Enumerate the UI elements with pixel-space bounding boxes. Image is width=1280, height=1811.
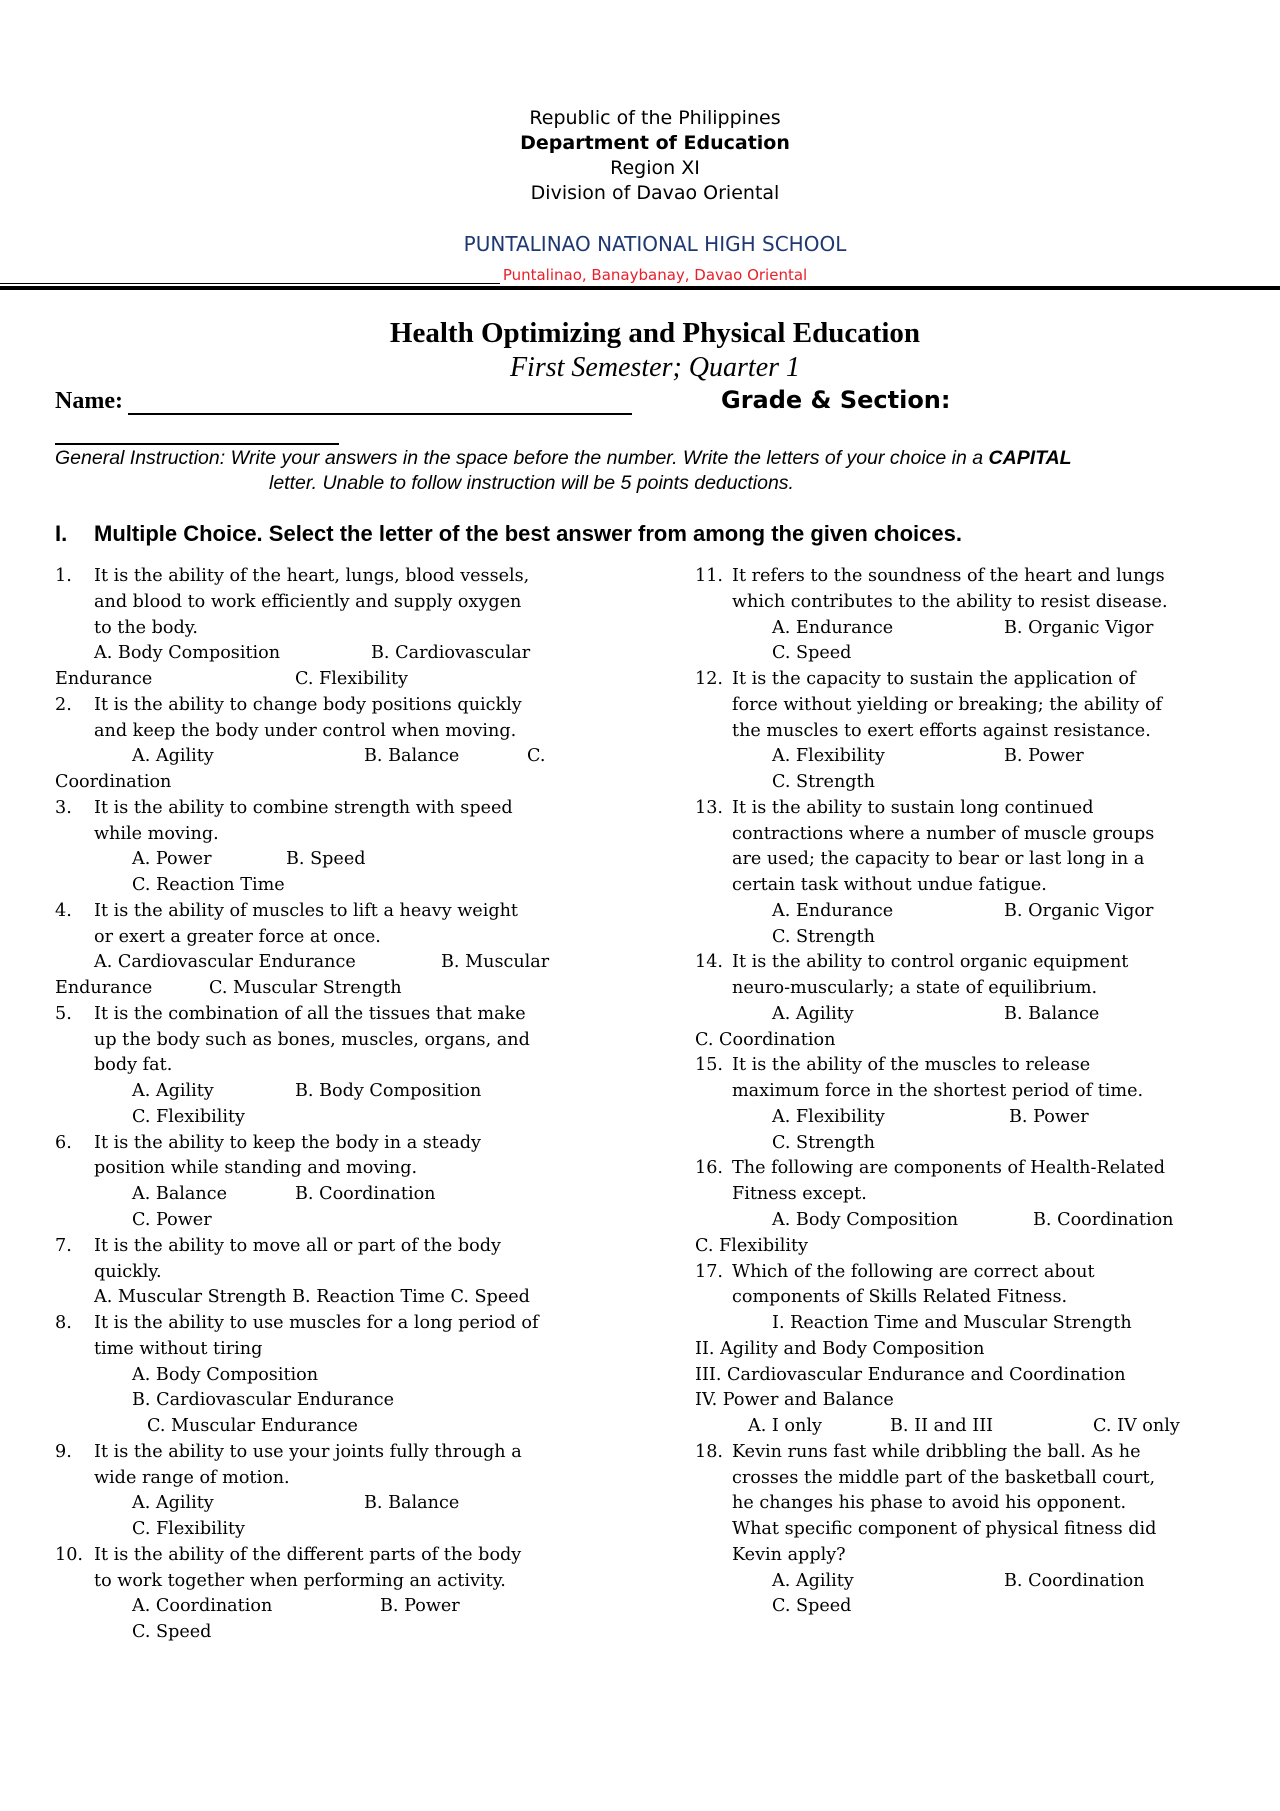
question-text: the muscles to exert efforts against resistance.: [732, 720, 1151, 741]
answer-choice: A. Balance: [132, 1184, 228, 1205]
answer-choice: III. Cardiovascular Endurance and Coordination: [695, 1364, 1126, 1385]
question-number: 2.: [55, 694, 72, 715]
question-text: It is the ability of the heart, lungs, blood vessels,: [94, 566, 530, 586]
question-text: It is the ability of the muscles to release: [732, 1055, 1091, 1076]
question-number: 16.: [695, 1158, 723, 1179]
grade-section-label: Grade & Section:: [721, 386, 951, 414]
answer-choice: IV. Power and Balance: [695, 1390, 894, 1411]
question-text: It is the ability to keep the body in a steady: [94, 1132, 481, 1153]
question-text: It is the ability to combine strength with speed: [94, 797, 513, 818]
question-text: It is the ability to use muscles for a long period of: [94, 1313, 539, 1334]
division-line: Division of Davao Oriental: [530, 182, 780, 204]
answer-choice: A. Coordination: [132, 1596, 273, 1617]
answer-choice: A. Endurance: [772, 900, 894, 921]
question-text: Fitness except.: [732, 1184, 867, 1205]
answer-choice: A. Cardiovascular Endurance: [94, 952, 356, 973]
answer-choice: C. Strength: [772, 926, 875, 947]
answer-choice: C. Strength: [772, 772, 875, 793]
answer-choice: A. Flexibility: [772, 1106, 885, 1127]
section-number: I.: [55, 521, 68, 546]
question-text: It is the combination of all the tissues that make: [94, 1003, 526, 1024]
question-text: which contributes to the ability to resist disease.: [732, 591, 1168, 612]
region-line: Region XI: [610, 157, 700, 179]
question-text: while moving.: [94, 823, 219, 844]
answer-choice: B. Coordination: [1004, 1570, 1145, 1591]
answer-choice: B. Power: [380, 1596, 460, 1617]
question-text: body fat.: [94, 1055, 173, 1076]
question-number: 6.: [55, 1132, 72, 1153]
grade-section-blank-line[interactable]: [55, 443, 339, 445]
question-number: 1.: [55, 566, 72, 586]
answer-choice: B. Balance: [1004, 1003, 1100, 1024]
question-text: force without yielding or breaking; the ability of: [732, 694, 1163, 715]
answer-choice: C. IV only: [1093, 1416, 1180, 1437]
answer-choice: A. Agility: [132, 1081, 214, 1102]
answer-choice: C. Speed: [772, 1596, 852, 1617]
question-text: It is the ability to sustain long continued: [732, 797, 1094, 818]
question-number: 4.: [55, 900, 72, 921]
answer-choice: C. Muscular Endurance: [147, 1416, 358, 1437]
question-number: 3.: [55, 797, 72, 818]
question-text: certain task without undue fatigue.: [732, 875, 1047, 896]
answer-choice: C. Flexibility: [132, 1519, 245, 1540]
question-text: quickly.: [94, 1261, 162, 1282]
republic-line: Republic of the Philippines: [529, 107, 781, 129]
question-text: are used; the capacity to bear or last long in a: [732, 849, 1145, 870]
question-text: up the body such as bones, muscles, organs, and: [94, 1029, 530, 1050]
question-text: and keep the body under control when moving.: [94, 720, 517, 741]
answer-choice: A. Endurance: [772, 617, 894, 638]
question-text: neuro-muscularly; a state of equilibrium.: [732, 978, 1098, 999]
question-text: It is the ability to control organic equipment: [732, 952, 1129, 973]
answer-choice: A. Agility: [132, 746, 214, 767]
question-text: It is the ability of muscles to lift a heavy weight: [94, 900, 518, 921]
answer-choice: C. Flexibility: [295, 669, 408, 690]
question-number: 5.: [55, 1003, 72, 1024]
exam-title: Health Optimizing and Physical Education: [389, 317, 921, 349]
question-text: What specific component of physical fitness did: [732, 1519, 1157, 1540]
question-number: 8.: [55, 1313, 72, 1334]
header-rule: [0, 286, 1280, 290]
question-text: to the body.: [94, 617, 198, 638]
answer-choice: II. Agility and Body Composition: [695, 1338, 985, 1359]
question-text: he changes his phase to avoid his opponent.: [732, 1493, 1127, 1514]
answer-choice: C. Strength: [772, 1132, 875, 1153]
answer-choice: B. Coordination: [1033, 1210, 1174, 1230]
question-text: contractions where a number of muscle groups: [732, 823, 1155, 844]
general-instruction: [55, 447, 1072, 470]
answer-choice: C.: [527, 746, 546, 767]
answer-choice: B. Power: [1004, 746, 1084, 767]
question-text: time without tiring: [94, 1338, 263, 1359]
question-text: and blood to work efficiently and supply oxygen: [94, 591, 522, 612]
answer-choice: C. Muscular Strength: [209, 978, 402, 999]
answer-choice: B. Power: [1009, 1106, 1089, 1127]
question-text: It is the ability of the different parts of the body: [94, 1544, 522, 1565]
answer-choice: Coordination: [55, 772, 172, 793]
question-number: 10.: [55, 1544, 83, 1565]
answer-choice: B. Balance: [364, 1493, 460, 1514]
question-text: It is the ability to change body positions quickly: [94, 694, 522, 715]
exam-subtitle: First Semester; Quarter 1: [509, 352, 801, 383]
answer-choice: B. II and III: [890, 1416, 994, 1437]
name-label: Name:: [55, 388, 123, 414]
answer-choice: A. Flexibility: [772, 746, 885, 767]
answer-choice: A. Muscular Strength B. Reaction Time C. Speed: [94, 1287, 530, 1308]
department-line: Department of Education: [520, 132, 790, 154]
answer-choice: B. Organic Vigor: [1004, 617, 1154, 638]
answer-choice: A. Agility: [772, 1570, 854, 1591]
answer-choice: A. Agility: [772, 1003, 854, 1024]
answer-choice: B. Cardiovascular Endurance: [132, 1390, 394, 1411]
instruction-emphasis: CAPITAL: [988, 447, 1072, 469]
question-text: position while standing and moving.: [94, 1158, 418, 1179]
question-number: 14.: [695, 952, 723, 973]
question-text: components of Skills Related Fitness.: [732, 1287, 1068, 1308]
question-number: 17.: [695, 1261, 723, 1282]
question-text: It is the ability to use your joints fully through a: [94, 1441, 522, 1462]
question-text: It is the capacity to sustain the application of: [732, 669, 1136, 690]
answer-choice: A. I only: [748, 1416, 822, 1437]
answer-choice: B. Speed: [286, 849, 366, 870]
section-title: Multiple Choice. Select the letter of the best answer from among the given choices.: [94, 521, 962, 546]
answer-choice: C. Coordination: [695, 1029, 836, 1050]
question-number: 15.: [695, 1055, 723, 1076]
question-text: Kevin apply?: [732, 1544, 846, 1565]
answer-choice: B. Muscular: [441, 952, 550, 973]
question-text: Which of the following are correct about: [732, 1261, 1095, 1282]
general-instruction-line2: letter. Unable to follow instruction will be 5 points deductions.: [269, 472, 794, 494]
answer-choice: B. Organic Vigor: [1004, 900, 1154, 921]
answer-choice: A. Power: [132, 849, 212, 870]
header-thin-rule: [0, 283, 500, 284]
question-number: 18.: [695, 1441, 723, 1462]
answer-choice: B. Cardiovascular: [371, 643, 531, 664]
answer-choice: Endurance: [55, 978, 153, 999]
answer-choice: A. Body Composition: [94, 643, 281, 664]
name-blank-line[interactable]: [128, 413, 632, 415]
answer-choice: C. Flexibility: [695, 1235, 808, 1256]
answer-choice: B. Coordination: [295, 1184, 436, 1205]
answer-choice: Endurance: [55, 669, 153, 690]
instruction-text: General Instruction: Write your answers in the space before the number. Write the letters of your choice in a: [55, 447, 989, 469]
answer-choice: B. Balance: [364, 746, 460, 767]
school-address: Puntalinao, Banaybanay, Davao Oriental: [502, 266, 808, 284]
answer-choice: C. Speed: [132, 1622, 212, 1643]
question-text: or exert a greater force at once.: [94, 926, 381, 947]
question-text: Kevin runs fast while dribbling the ball. As he: [732, 1441, 1141, 1462]
answer-choice: I. Reaction Time and Muscular Strength: [772, 1313, 1132, 1334]
question-text: to work together when performing an activity.: [94, 1570, 506, 1591]
question-text: crosses the middle part of the basketball court,: [732, 1467, 1156, 1488]
question-text: The following are components of Health-Related: [732, 1158, 1165, 1179]
question-number: 7.: [55, 1235, 72, 1256]
answer-choice: C. Flexibility: [132, 1106, 245, 1127]
question-number: 12.: [695, 669, 723, 690]
school-name: PUNTALINAO NATIONAL HIGH SCHOOL: [463, 232, 847, 256]
answer-choice: A. Body Composition: [132, 1364, 319, 1385]
question-text: wide range of motion.: [94, 1467, 290, 1488]
answer-choice: A. Agility: [132, 1493, 214, 1514]
answer-choice: C. Reaction Time: [132, 875, 285, 896]
answer-choice: B. Body Composition: [295, 1081, 482, 1102]
question-text: maximum force in the shortest period of time.: [732, 1081, 1144, 1102]
question-number: 11.: [695, 566, 723, 586]
answer-choice: A. Body Composition: [772, 1210, 959, 1230]
answer-choice: C. Speed: [772, 643, 852, 664]
question-number: 9.: [55, 1441, 72, 1462]
answer-choice: C. Power: [132, 1210, 212, 1230]
question-number: 13.: [695, 797, 723, 818]
question-text: It is the ability to move all or part of the body: [94, 1235, 501, 1256]
question-text: It refers to the soundness of the heart and lungs: [732, 566, 1165, 586]
